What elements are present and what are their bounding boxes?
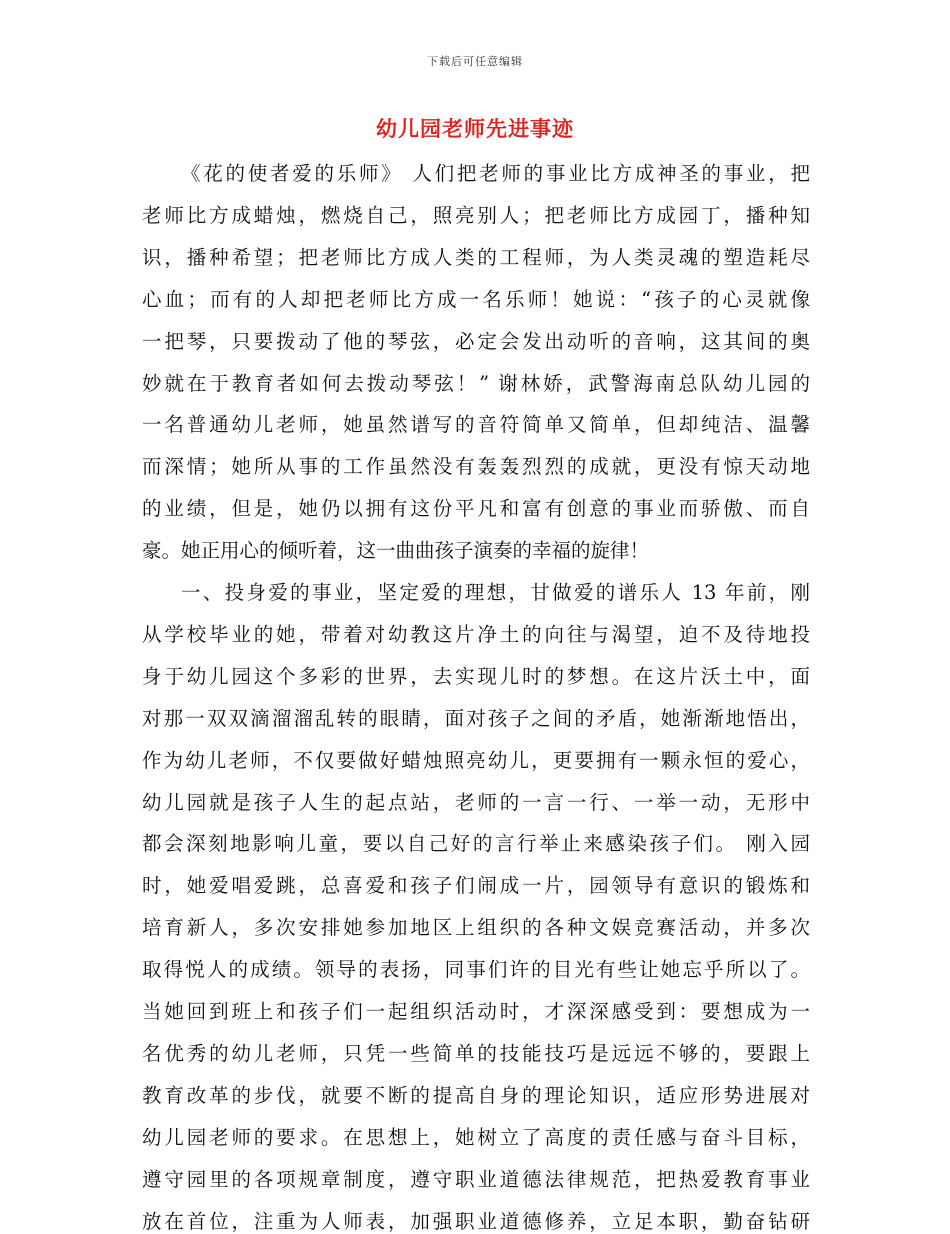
body-line: 妙就在于教育者如何去拨动琴弦！” 谢林娇，武警海南总队幼儿园的 bbox=[142, 371, 810, 395]
body-line: 心血；而有的人却把老师比方成一名乐师！她说：“孩子的心灵就像 bbox=[142, 287, 810, 311]
body-line: 而深情；她所从事的工作虽然没有轰轰烈烈的成就，更没有惊天动地 bbox=[142, 455, 810, 479]
body-line: 培育新人，多次安排她参加地区上组织的各种文娱竞赛活动，并多次 bbox=[142, 916, 810, 940]
body-line: 时，她爱唱爱跳，总喜爱和孩子们闹成一片，园领导有意识的锻炼和 bbox=[142, 874, 810, 898]
body-line: 幼儿园老师的要求。在思想上，她树立了高度的责任感与奋斗目标， bbox=[142, 1125, 810, 1149]
body-line: 放在首位，注重为人师表，加强职业道德修养，立足本职，勤奋钻研 bbox=[142, 1209, 810, 1233]
body-line: 都会深刻地影响儿童，要以自己好的言行举止来感染孩子们。 刚入园 bbox=[142, 832, 810, 856]
body-line: 遵守园里的各项规章制度，遵守职业道德法律规范，把热爱教育事业 bbox=[142, 1167, 810, 1191]
page-header-note: 下载后可任意编辑 bbox=[427, 55, 523, 68]
body-line: 名优秀的幼儿老师，只凭一些简单的技能技巧是远远不够的，要跟上 bbox=[142, 1041, 810, 1065]
document-title: 幼儿园老师先进事迹 bbox=[376, 116, 574, 141]
body-line: 对那一双双滴溜溜乱转的眼睛，面对孩子之间的矛盾，她渐渐地悟出， bbox=[142, 706, 810, 730]
body-line: 当她回到班上和孩子们一起组织活动时，才深深感受到：要想成为一 bbox=[142, 1000, 810, 1023]
body-line: 取得悦人的成绩。领导的表扬，同事们许的目光有些让她忘乎所以了。 bbox=[142, 958, 810, 982]
body-line: 豪。她正用心的倾听着，这一曲曲孩子演奏的幸福的旋律！ bbox=[142, 539, 650, 563]
body-line: 老师比方成蜡烛，燃烧自己，照亮别人；把老师比方成园丁，播种知 bbox=[142, 203, 810, 227]
body-line: 一把琴，只要拨动了他的琴弦，必定会发出动听的音响，这其间的奥 bbox=[142, 329, 810, 353]
body-line: 《花的使者爱的乐师》 人们把老师的事业比方成神圣的事业，把 bbox=[181, 162, 810, 185]
body-line: 身于幼儿园这个多彩的世界，去实现儿时的梦想。在这片沃土中，面 bbox=[142, 664, 810, 688]
body-line: 幼儿园就是孩子人生的起点站，老师的一言一行、一举一动，无形中 bbox=[142, 790, 810, 814]
body-line: 作为幼儿老师，不仅要做好蜡烛照亮幼儿，更要拥有一颗永恒的爱心， bbox=[142, 748, 810, 772]
body-line: 识，播种希望；把老师比方成人类的工程师，为人类灵魂的塑造耗尽 bbox=[142, 245, 810, 269]
body-line: 一名普通幼儿老师，她虽然谱写的音符简单又简单，但却纯洁、温馨 bbox=[142, 413, 810, 437]
body-line: 的业绩，但是，她仍以拥有这份平凡和富有创意的事业而骄傲、而自 bbox=[142, 497, 810, 521]
body-line: 一、投身爱的事业，坚定爱的理想，甘做爱的谱乐人 13 年前，刚 bbox=[181, 581, 810, 604]
body-line: 从学校毕业的她，带着对幼教这片净土的向往与渴望，迫不及待地投 bbox=[142, 622, 810, 646]
body-line: 教育改革的步伐，就要不断的提高自身的理论知识，适应形势进展对 bbox=[142, 1083, 810, 1107]
